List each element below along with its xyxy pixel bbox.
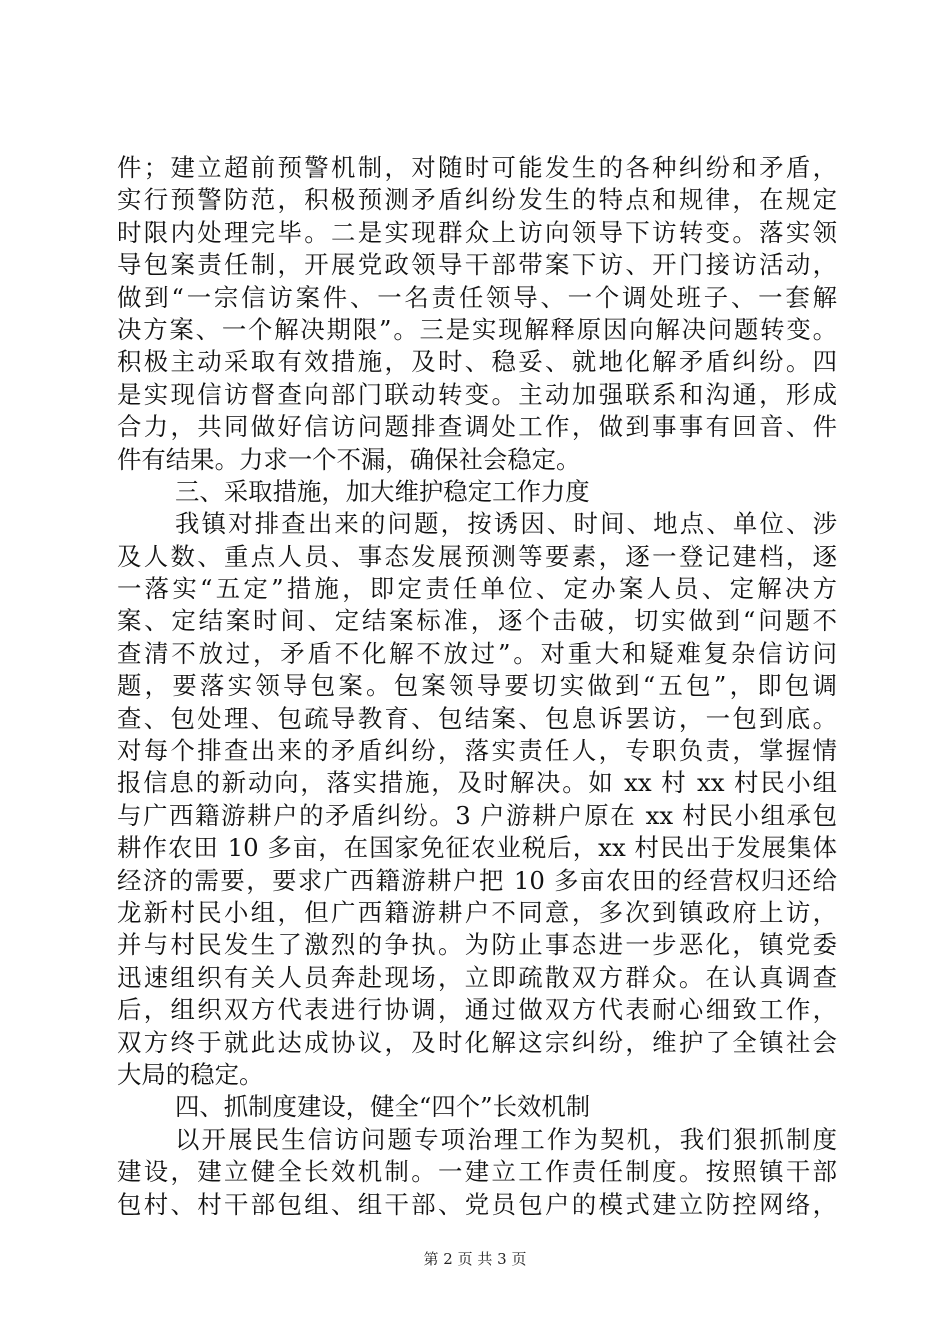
text-line: 大局的稳定。 <box>117 1059 264 1089</box>
text-line: 案、定结案时间、定结案标准，逐个击破，切实做到“问题不 <box>117 606 837 636</box>
text-line: 合力，共同做好信访问题排查调处工作，做到事事有回音、件 <box>117 412 837 442</box>
text-line: 题，要落实领导包案。包案领导要切实做到“五包”，即包调 <box>117 671 837 701</box>
text-line: 耕作农田 10 多亩，在国家免征农业税后，xx 村民出于发展集体 <box>117 833 837 863</box>
text-line: 时限内处理完毕。二是实现群众上访向领导下访转变。落实领 <box>117 217 837 247</box>
text-line: 双方终于就此达成协议，及时化解这宗纠纷，维护了全镇社会 <box>117 1027 837 1057</box>
page-footer: 第 2 页 共 3 页 <box>423 1250 527 1268</box>
text-line: 对每个排查出来的矛盾纠纷，落实责任人，专职负责，掌握情 <box>117 736 837 766</box>
document-body <box>117 152 837 1221</box>
text-line: 后，组织双方代表进行协调，通过做双方代表耐心细致工作， <box>117 995 837 1025</box>
text-line: 做到“一宗信访案件、一名责任领导、一个调处班子、一套解 <box>117 282 837 312</box>
section-line: 我镇对排查出来的问题，按诱因、时间、地点、单位、涉 <box>175 509 837 539</box>
text-line: 迅速组织有关人员奔赴现场，立即疏散双方群众。在认真调查 <box>117 962 837 992</box>
text-line: 决方案、一个解决期限”。三是实现解释原因向解决问题转变。 <box>117 314 837 344</box>
text-line: 实行预警防范，积极预测矛盾纠纷发生的特点和规律，在规定 <box>117 185 837 215</box>
text-line: 建设，建立健全长效机制。一建立工作责任制度。按照镇干部 <box>117 1157 837 1187</box>
text-line: 积极主动采取有效措施，及时、稳妥、就地化解矛盾纠纷。四 <box>117 347 837 377</box>
text-line: 件有结果。力求一个不漏，确保社会稳定。 <box>117 444 581 474</box>
text-line: 查、包处理、包疏导教育、包结案、包息诉罢访，一包到底。 <box>117 703 837 733</box>
text-line: 包村、村干部包组、组干部、党员包户的模式建立防控网络， <box>117 1189 837 1219</box>
text-line: 经济的需要，要求广西籍游耕户把 10 多亩农田的经营权归还给 <box>117 865 837 895</box>
section-line: 四、抓制度建设，健全“四个”长效机制 <box>175 1092 591 1122</box>
text-line: 导包案责任制，开展党政领导干部带案下访、开门接访活动， <box>117 250 837 280</box>
text-line: 龙新村民小组，但广西籍游耕户不同意，多次到镇政府上访， <box>117 897 837 927</box>
text-line: 件；建立超前预警机制，对随时可能发生的各种纠纷和矛盾， <box>117 153 837 182</box>
section-line: 以开展民生信访问题专项治理工作为契机，我们狠抓制度 <box>175 1124 837 1154</box>
section-line: 三、采取措施，加大维护稳定工作力度 <box>175 476 590 506</box>
text-line: 并与村民发生了激烈的争执。为防止事态进一步恶化，镇党委 <box>117 930 837 960</box>
text-line: 报信息的新动向，落实措施，及时解决。如 xx 村 xx 村民小组 <box>117 768 837 798</box>
text-line: 查清不放过，矛盾不化解不放过”。对重大和疑难复杂信访问 <box>117 638 837 668</box>
text-line: 一落实“五定”措施，即定责任单位、定办案人员、定解决方 <box>117 574 837 604</box>
text-line: 及人数、重点人员、事态发展预测等要素，逐一登记建档，逐 <box>117 541 837 571</box>
text-line: 是实现信访督查向部门联动转变。主动加强联系和沟通，形成 <box>117 379 837 409</box>
text-line: 与广西籍游耕户的矛盾纠纷。3 户游耕户原在 xx 村民小组承包 <box>117 800 837 830</box>
